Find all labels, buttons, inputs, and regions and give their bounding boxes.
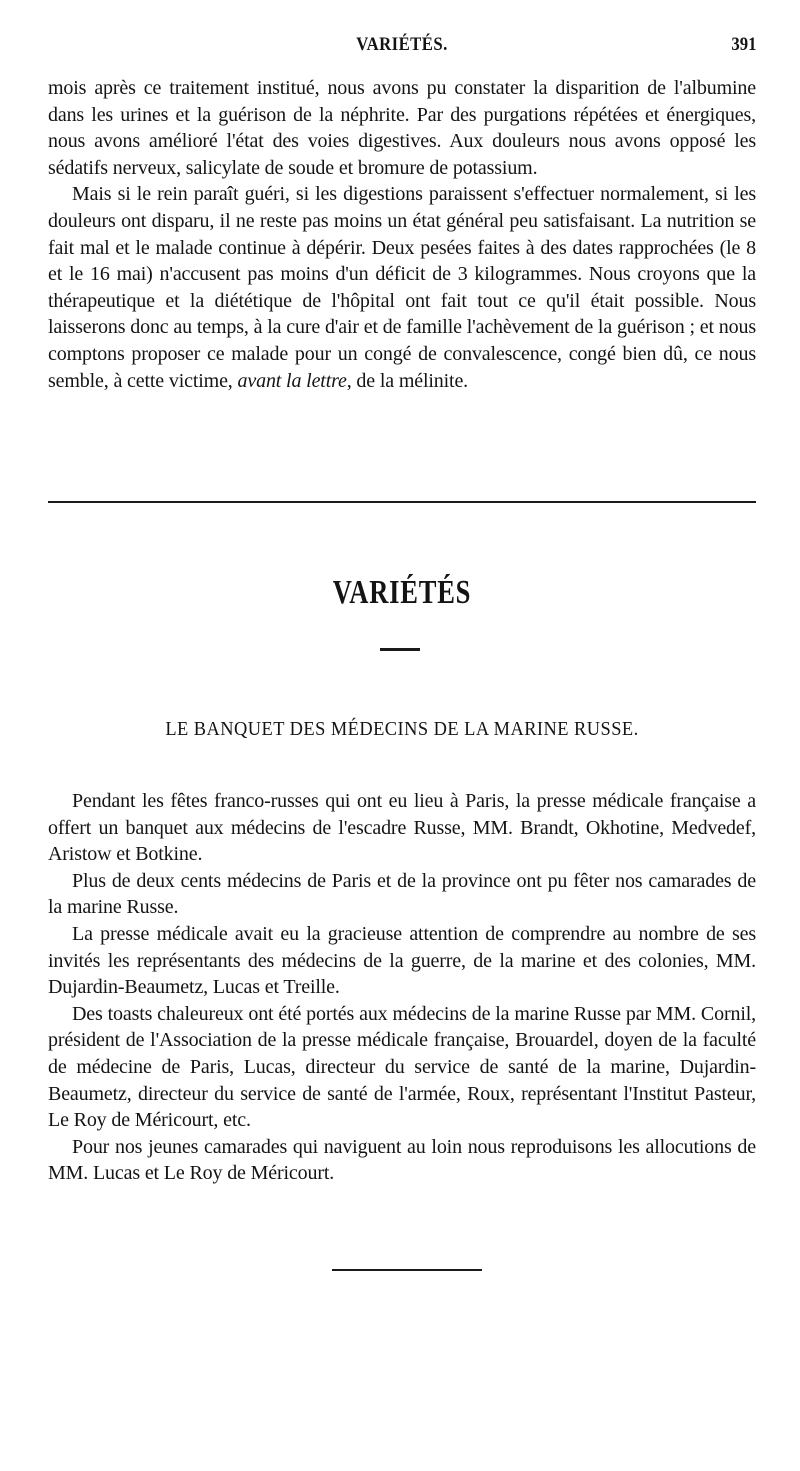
paragraph: Des toasts chaleureux ont été portés aux médecins de la marine Russe par MM. Cornil, président de l'Association de la presse médicale française, Brouardel, doyen de la faculté de médecine de Paris, Lucas, directeur du service de santé de la marine, Dujardin-Beaumetz, directeur du service de santé de l'armée, Roux, représentant l'Institut Pasteur, Le Roy de Méricourt, etc. [48,1002,756,1132]
page-number: 391 [730,34,756,55]
paragraph: Pour nos jeunes camarades qui naviguent au loin nous reproduisons les allocutions de MM. Lucas et Le Roy de Méricourt. [48,1135,756,1185]
paragraph: Plus de deux cents médecins de Paris et de la province ont pu fêter nos camarades de la marine Russe. [48,869,756,919]
paragraph: mois après ce traitement institué, nous avons pu constater la disparition de l'albumine dans les urines et la guérison de la néphrite. Par des purgations répétées et énergiques, nous avons amélioré l'état des voies digestives. Aux douleurs nous avons opposé les sédatifs nerveux, salicylate de soude et bromure de potassium. [48,77,756,179]
end-rule [332,1269,482,1271]
section-divider [48,501,756,503]
article-title: LE BANQUET DES MÉDECINS DE LA MARINE RUSSE. [165,718,639,740]
article-body [48,788,756,1187]
paragraph [48,181,756,394]
continuation-text [48,75,756,394]
running-title: VARIÉTÉS. [356,34,448,55]
emphasized-text: avant la lettre [237,369,347,392]
running-header [48,34,756,64]
paragraph-text: Mais si le rein paraît guéri, si les digestions paraissent s'effectuer normalement, si les douleurs ont disparu, il ne reste pas moins un état général peu satisfaisant. La nutrition se fait mal et le malade continue à dépérir. Deux pesées faites à des dates rapprochées (le 8 et le 16 mai) n'accusent pas moins d'un déficit de 3 kilogrammes. Nous croyons que la thérapeutique et la diététique de l'hôpital ont fait tout ce qu'il était possible. Nous laisserons donc au temps, à la cure d'air et de famille l'achèvement de la guérison ; et nous comptons proposer ce malade pour un congé de convalescence, congé bien dû, ce nous semble, à cette victime, [48,183,756,392]
paragraph-text: , de la mélinite. [346,369,469,392]
title-underline [380,648,420,651]
paragraph: La presse médicale avait eu la gracieuse attention de comprendre au nombre de ses invités les représentants des médecins de la guerre, de la marine et des colonies, MM. Dujardin-Beaumetz, Lucas et Treille. [48,922,756,999]
section-title: VARIÉTÉS [332,574,472,611]
paragraph: Pendant les fêtes franco-russes qui ont eu lieu à Paris, la presse médicale française a offert un banquet aux médecins de l'escadre Russe, MM. Brandt, Okhotine, Medvedef, Aristow et Botkine. [48,790,756,866]
